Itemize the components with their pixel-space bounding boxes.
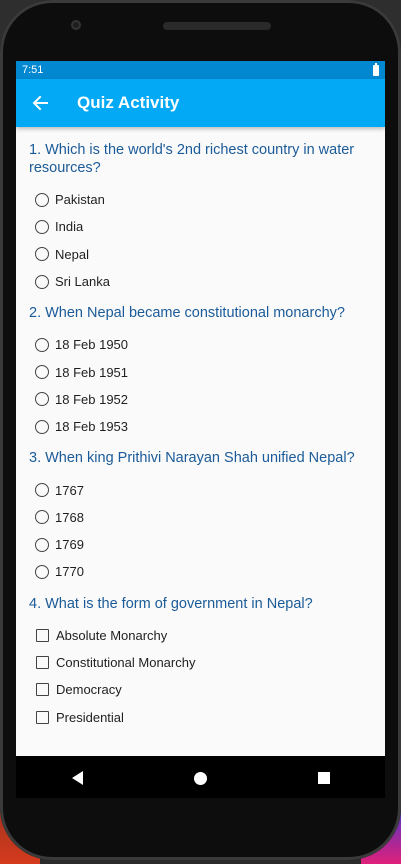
option-label: India	[55, 219, 84, 235]
radio-button-icon[interactable]	[35, 510, 49, 524]
status-bar	[16, 61, 385, 79]
radio-button-icon[interactable]	[35, 565, 49, 579]
option-radio[interactable]	[29, 504, 372, 531]
option-radio[interactable]	[29, 476, 372, 503]
option-label: 1767	[55, 482, 84, 498]
checkbox-icon[interactable]	[36, 683, 49, 696]
checkbox-icon[interactable]	[36, 711, 49, 724]
triangle-back-icon	[72, 771, 83, 785]
radio-button-icon[interactable]	[35, 483, 49, 497]
option-label: Constitutional Monarchy	[56, 655, 196, 670]
quiz-content	[16, 127, 385, 756]
radio-button-icon[interactable]	[35, 538, 49, 552]
page-title: Quiz Activity	[77, 93, 180, 112]
radio-button-icon[interactable]	[35, 420, 49, 434]
radio-button-icon[interactable]	[35, 392, 49, 406]
option-label: 18 Feb 1951	[55, 364, 129, 380]
question-text: 3. When king Prithivi Narayan Shah unified Nepal?	[29, 450, 355, 467]
radio-button-icon[interactable]	[35, 220, 49, 234]
option-radio[interactable]	[29, 386, 372, 413]
option-label: Absolute Monarchy	[56, 627, 168, 643]
option-checkbox[interactable]	[29, 703, 372, 730]
radio-button-icon[interactable]	[35, 247, 49, 261]
option-label: Nepal	[55, 246, 89, 262]
nav-back-button[interactable]	[58, 758, 98, 798]
option-label: 1769	[55, 537, 84, 553]
screen	[16, 61, 385, 798]
earpiece-speaker	[163, 22, 271, 30]
option-radio[interactable]	[29, 358, 372, 385]
option-radio[interactable]	[29, 186, 372, 213]
option-label: Democracy	[56, 682, 122, 698]
question-2	[29, 304, 372, 440]
battery-icon	[373, 65, 379, 76]
square-recents-icon	[318, 772, 330, 784]
radio-button-icon[interactable]	[35, 275, 49, 289]
question-3	[29, 449, 372, 585]
status-time: 7:51	[22, 64, 44, 76]
option-label: 1770	[55, 564, 84, 580]
option-label: Presidential	[56, 709, 124, 725]
question-text: 4. What is the form of government in Nepal?	[29, 595, 313, 612]
circle-home-icon	[194, 772, 207, 785]
checkbox-icon[interactable]	[36, 629, 49, 642]
nav-home-button[interactable]	[181, 758, 221, 798]
app-bar	[16, 79, 385, 127]
system-nav-bar	[16, 758, 385, 798]
front-camera	[71, 20, 81, 30]
option-label: 18 Feb 1952	[55, 391, 129, 407]
option-label: Sri Lanka	[55, 274, 110, 290]
option-checkbox[interactable]	[29, 676, 372, 703]
question-1	[29, 141, 372, 295]
option-radio[interactable]	[29, 331, 372, 358]
option-radio[interactable]	[29, 213, 372, 240]
checkbox-icon[interactable]	[36, 656, 49, 669]
option-radio[interactable]	[29, 413, 372, 440]
question-text: 2. When Nepal became constitutional monarchy?	[29, 305, 345, 322]
radio-button-icon[interactable]	[35, 365, 49, 379]
option-radio[interactable]	[29, 241, 372, 268]
option-radio[interactable]	[29, 268, 372, 295]
nav-recents-button[interactable]	[304, 758, 344, 798]
arrow-left-icon	[32, 95, 48, 111]
option-label: 1768	[55, 509, 84, 525]
radio-button-icon[interactable]	[35, 338, 49, 352]
option-radio[interactable]	[29, 558, 372, 585]
back-button[interactable]	[16, 79, 64, 127]
option-checkbox[interactable]	[29, 622, 372, 649]
question-4	[29, 595, 372, 731]
question-text: 1. Which is the world's 2nd richest country in water resources?	[29, 142, 355, 176]
option-label: 18 Feb 1953	[55, 419, 129, 435]
option-radio[interactable]	[29, 531, 372, 558]
option-checkbox[interactable]	[29, 649, 372, 676]
radio-button-icon[interactable]	[35, 193, 49, 207]
option-label: 18 Feb 1950	[55, 337, 129, 353]
option-label: Pakistan	[55, 192, 105, 208]
